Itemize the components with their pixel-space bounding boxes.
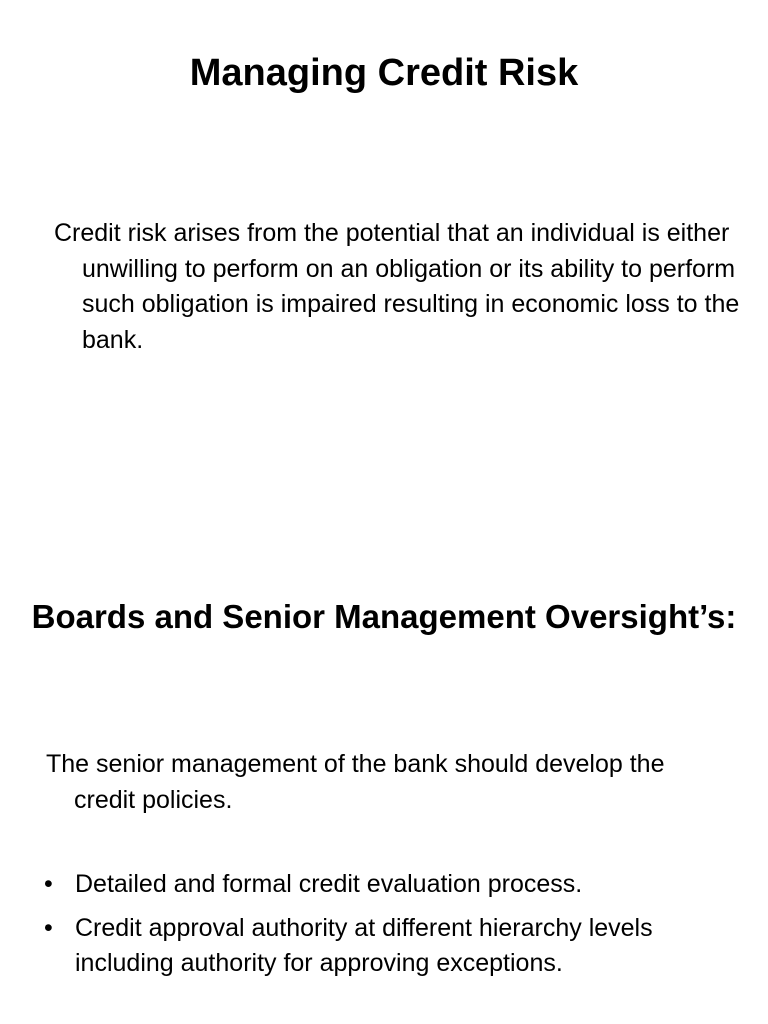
slide-board-oversight — [0, 512, 768, 1024]
bullet-text: Credit approval authority at different hierarchy levels including authority for approving exceptions. — [75, 913, 653, 977]
bullet-list — [44, 867, 734, 990]
bullet-item — [44, 911, 734, 982]
bullet-text: Detailed and formal credit evaluation process. — [75, 870, 583, 898]
slide-title: Managing Credit Risk — [189, 52, 579, 94]
bullet-icon: • — [44, 913, 53, 942]
slide-title: Boards and Senior Management Oversight’s: — [31, 598, 737, 635]
bullet-item — [44, 867, 734, 903]
bullet-icon: • — [44, 870, 53, 898]
credit-risk-definition: Credit risk arises from the potential that an individual is either unwilling to perform on an obligation or its ability to perform such obligation is impaired resulting in economic loss to the bank. — [54, 219, 740, 354]
senior-management-paragraph: The senior management of the bank should develop the credit policies. — [46, 750, 665, 814]
